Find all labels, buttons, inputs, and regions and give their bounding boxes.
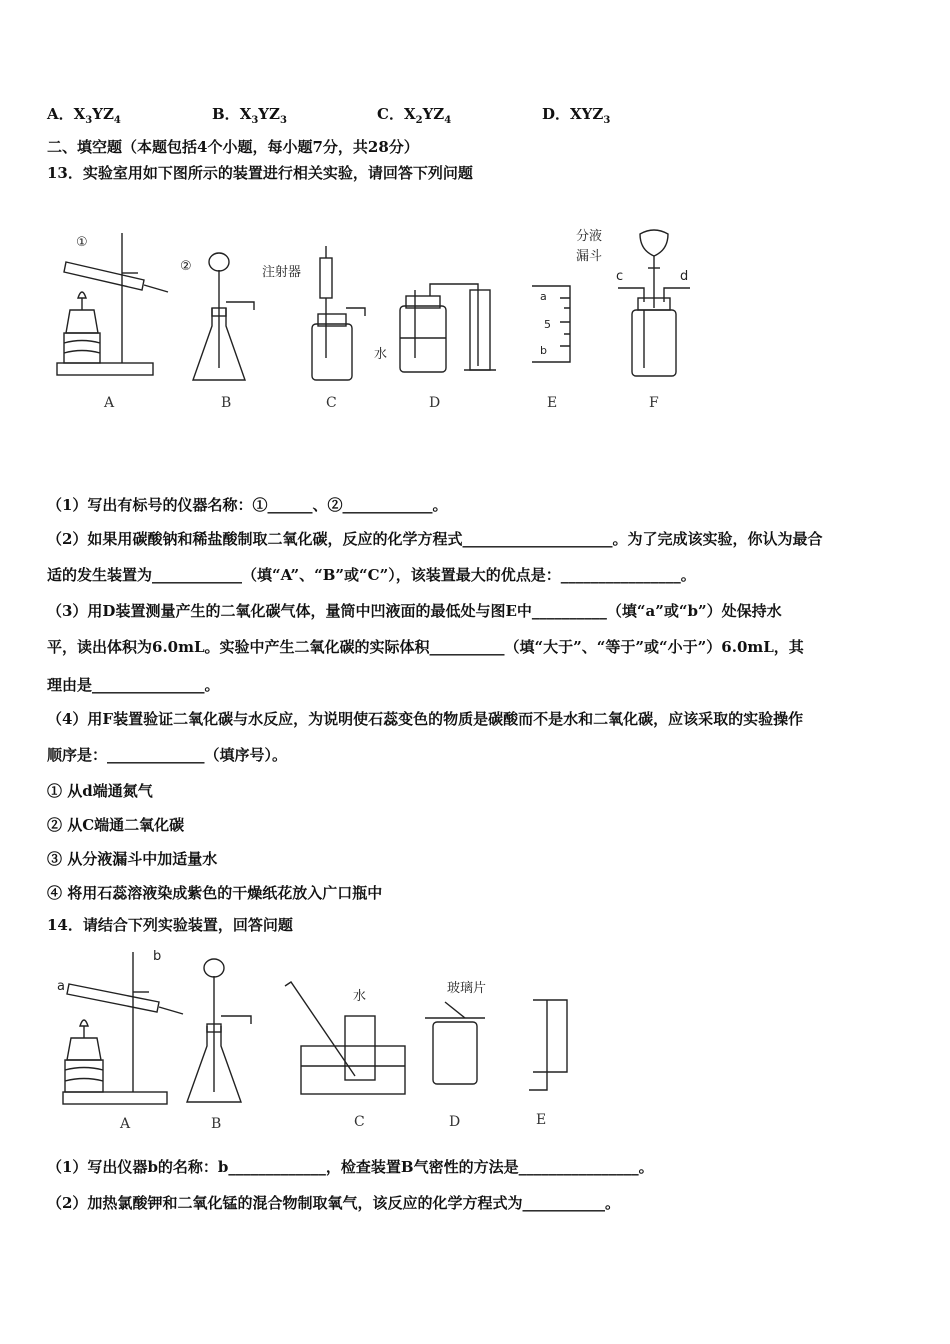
stand-base xyxy=(63,1092,167,1104)
label-b: b xyxy=(153,949,162,964)
q13-line-2: （2）如果用碳酸钠和稀盐酸制取二氧化碳，反应的化学方程式____________________。为了完成该实验，你认为最合 xyxy=(47,530,823,548)
caption-d: D xyxy=(449,1114,461,1130)
formula-part: YZ xyxy=(92,105,114,123)
test-tube-a xyxy=(67,984,159,1012)
subscript: 3 xyxy=(603,115,611,126)
q13-option-1: ① 从d端通氮气 xyxy=(47,782,153,800)
water-label: 水 xyxy=(353,989,367,1004)
caption-e: E xyxy=(536,1112,547,1128)
q14-line-2: （2）加热氯酸钾和二氧化锰的混合物制取氧气，该反应的化学方程式为___________。 xyxy=(47,1194,620,1212)
option-b xyxy=(212,103,287,126)
scale-ticks xyxy=(560,298,570,346)
subscript: 3 xyxy=(251,115,259,126)
lamp-flame xyxy=(80,1020,88,1038)
delivery-tube-b xyxy=(221,1016,251,1024)
option-letter: D． xyxy=(542,105,571,123)
funnel-bulb-b xyxy=(204,959,224,977)
collecting-jar-c xyxy=(345,1016,375,1080)
subscript: 3 xyxy=(85,115,93,126)
caption-f: F xyxy=(649,395,659,411)
section-heading: 二、填空题（本题包括4个小题，每小题7分，共28分） xyxy=(47,138,419,156)
subscript: 3 xyxy=(279,115,287,126)
test-tube-a xyxy=(64,262,144,290)
q13-figure xyxy=(40,198,720,423)
funnel-label-2: 漏斗 xyxy=(576,249,603,264)
q14-apparatus-drawing xyxy=(45,942,605,1137)
glass-plate-label: 玻璃片 xyxy=(447,981,487,996)
funnel-bulb-b xyxy=(209,253,229,271)
wood-block xyxy=(65,1060,103,1092)
option-letter: B． xyxy=(212,105,240,123)
option-d xyxy=(542,103,610,126)
q13-stem: 13．实验室用如下图所示的装置进行相关实验，请回答下列问题 xyxy=(47,164,473,182)
lamp-flame xyxy=(78,292,86,310)
glass-plate-pointer xyxy=(445,1002,465,1018)
alcohol-lamp xyxy=(67,1038,101,1060)
mc-options-row xyxy=(47,103,747,125)
scale-label-a: a xyxy=(540,290,547,303)
subscript: 4 xyxy=(444,115,452,126)
caption-a: A xyxy=(104,395,115,411)
trough-c xyxy=(301,1046,405,1094)
label-a: a xyxy=(57,979,65,994)
q13-option-4: ④ 将用石蕊溶液染成紫色的干燥纸花放入广口瓶中 xyxy=(47,884,383,902)
wood-grain xyxy=(65,1068,103,1082)
marker-2: ② xyxy=(180,259,192,274)
scale-label-b: b xyxy=(540,344,547,357)
caption-c: C xyxy=(326,395,337,411)
funnel-label-1: 分液 xyxy=(576,229,603,244)
water-label: 水 xyxy=(374,347,388,362)
q13-apparatus-drawing xyxy=(40,198,720,423)
option-letter: A． xyxy=(47,105,74,123)
q13-line-6: 理由是_______________。 xyxy=(47,676,220,694)
wood-block xyxy=(64,333,100,363)
bottle-f xyxy=(632,310,676,376)
formula-part: X xyxy=(239,105,252,123)
q13-option-3: ③ 从分液漏斗中加适量水 xyxy=(47,850,218,868)
q13-line-8: 顺序是：_____________（填序号）。 xyxy=(47,746,288,764)
syringe-barrel xyxy=(320,258,332,298)
q14-stem: 14．请结合下列实验装置，回答问题 xyxy=(47,916,293,934)
caption-b: B xyxy=(221,395,232,411)
formula-part: YZ xyxy=(258,105,280,123)
option-letter: C． xyxy=(377,105,404,123)
bottle-d xyxy=(433,1022,477,1084)
delivery-tube-c xyxy=(346,308,365,316)
sep-funnel xyxy=(640,230,668,256)
q13-line-1: （1）写出有标号的仪器名称：①______、②____________。 xyxy=(47,496,448,514)
marker-1: ① xyxy=(76,235,88,250)
q14-figure xyxy=(45,942,605,1137)
bottle-d xyxy=(400,306,446,372)
alcohol-lamp xyxy=(66,310,98,333)
wood-grain xyxy=(64,341,100,354)
caption-d: D xyxy=(429,395,441,411)
stand-base xyxy=(57,363,153,375)
q13-option-2: ② 从C端通二氧化碳 xyxy=(47,816,185,834)
caption-b: B xyxy=(211,1116,222,1132)
subscript: 4 xyxy=(113,115,121,126)
port-c-label: c xyxy=(616,269,624,284)
port-d-label: d xyxy=(680,269,689,284)
bottle-c xyxy=(312,324,352,380)
delivery-tube-b xyxy=(226,302,254,310)
formula-part: XYZ xyxy=(570,105,604,123)
caption-a: A xyxy=(120,1116,131,1132)
q13-line-5: 平，读出体积为6.0mL。实验中产生二氧化碳的实际体积__________（填“大于”、“等于”或“小于”）6.0mL，其 xyxy=(47,638,804,656)
q13-line-3: 适的发生装置为____________（填“A”、“B”或“C”），该装置最大的优点是：________________。 xyxy=(47,566,696,584)
subscript: 2 xyxy=(415,115,423,126)
bottle-e xyxy=(533,1000,567,1072)
tube-e xyxy=(529,1000,547,1090)
scale-label-5: 5 xyxy=(544,318,551,331)
q14-line-1: （1）写出仪器b的名称：b_____________，检查装置B气密性的方法是________________。 xyxy=(47,1158,654,1176)
q13-line-4: （3）用D装置测量产生的二氧化碳气体，量筒中凹液面的最低处与图E中__________（填“a”或“b”）处保持水 xyxy=(47,602,782,620)
option-c xyxy=(377,103,451,126)
option-a xyxy=(47,103,121,126)
measuring-cylinder xyxy=(470,290,490,370)
q13-line-7: （4）用F装置验证二氧化碳与水反应，为说明使石蕊变色的物质是碳酸而不是水和二氧化碳，应该采取的实验操作 xyxy=(47,710,804,728)
delivery-tube-a xyxy=(159,1007,183,1014)
formula-part: X xyxy=(73,105,86,123)
formula-part: X xyxy=(403,105,416,123)
delivery-tube-a xyxy=(144,285,168,292)
syringe-label: 注射器 xyxy=(262,265,302,280)
caption-c: C xyxy=(354,1114,365,1130)
formula-part: YZ xyxy=(422,105,445,123)
caption-e: E xyxy=(547,395,558,411)
